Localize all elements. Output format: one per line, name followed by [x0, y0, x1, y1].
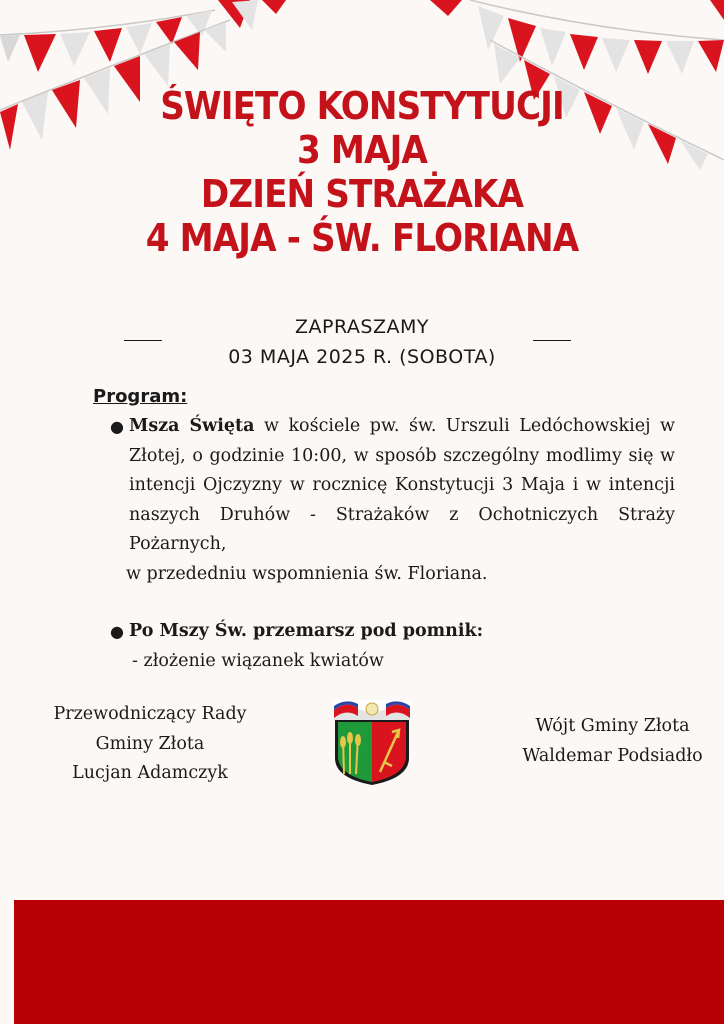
invite-line-1: ZAPRASZAMY	[295, 316, 429, 338]
program-item-text	[110, 412, 675, 560]
signature-line: Wójt Gminy Złota	[535, 716, 690, 736]
program-label: Program:	[93, 386, 188, 407]
signature-line: Waldemar Podsiadło	[522, 745, 703, 766]
invitation	[0, 312, 724, 372]
invite-date: 03 MAJA 2025 R. (SOBOTA)	[228, 346, 496, 368]
program-item-last-line: w przededniu wspomnienia św. Floriana.	[126, 563, 488, 584]
event-title	[36, 84, 688, 260]
program-item-bold: Po Mszy Św. przemarsz pod pomnik:	[129, 621, 484, 641]
program-item-bold: Msza Święta	[129, 416, 255, 436]
program-item-body: w kościele pw. św. Urszuli Ledóchowskiej w Złotej, o godzinie 10:00, w sposób szczególny modlimy się w intencji Ojczyzny w rocznicę Konstytucji 3 Maja i w intencji naszych Druhów - Strażaków z Ochotniczych Straży Pożarnych,	[129, 416, 675, 554]
title-line-2: 3 MAJA	[296, 128, 427, 172]
title-line-4: 4 MAJA - ŚW. FLORIANA	[145, 216, 579, 260]
bullet-icon: ●	[110, 622, 124, 641]
bullet-icon: ●	[110, 417, 124, 436]
signature-council-chair	[20, 700, 280, 789]
municipal-coat-of-arms-icon	[332, 700, 412, 786]
program-item-march	[110, 617, 675, 676]
signature-mayor	[500, 712, 724, 771]
signature-line: Lucjan Adamczyk	[72, 763, 228, 783]
title-line-1: ŚWIĘTO KONSTYTUCJI	[160, 84, 564, 128]
program-item-sub: - złożenie wiązanek kwiatów	[132, 650, 384, 671]
program-item-mass	[110, 412, 675, 589]
footer-red-band	[14, 900, 724, 1024]
signature-line: Przewodniczący Rady	[53, 704, 247, 724]
signature-line: Gminy Złota	[95, 733, 205, 754]
program-item-text	[110, 617, 675, 647]
title-line-3: DZIEŃ STRAŻAKA	[200, 172, 524, 216]
